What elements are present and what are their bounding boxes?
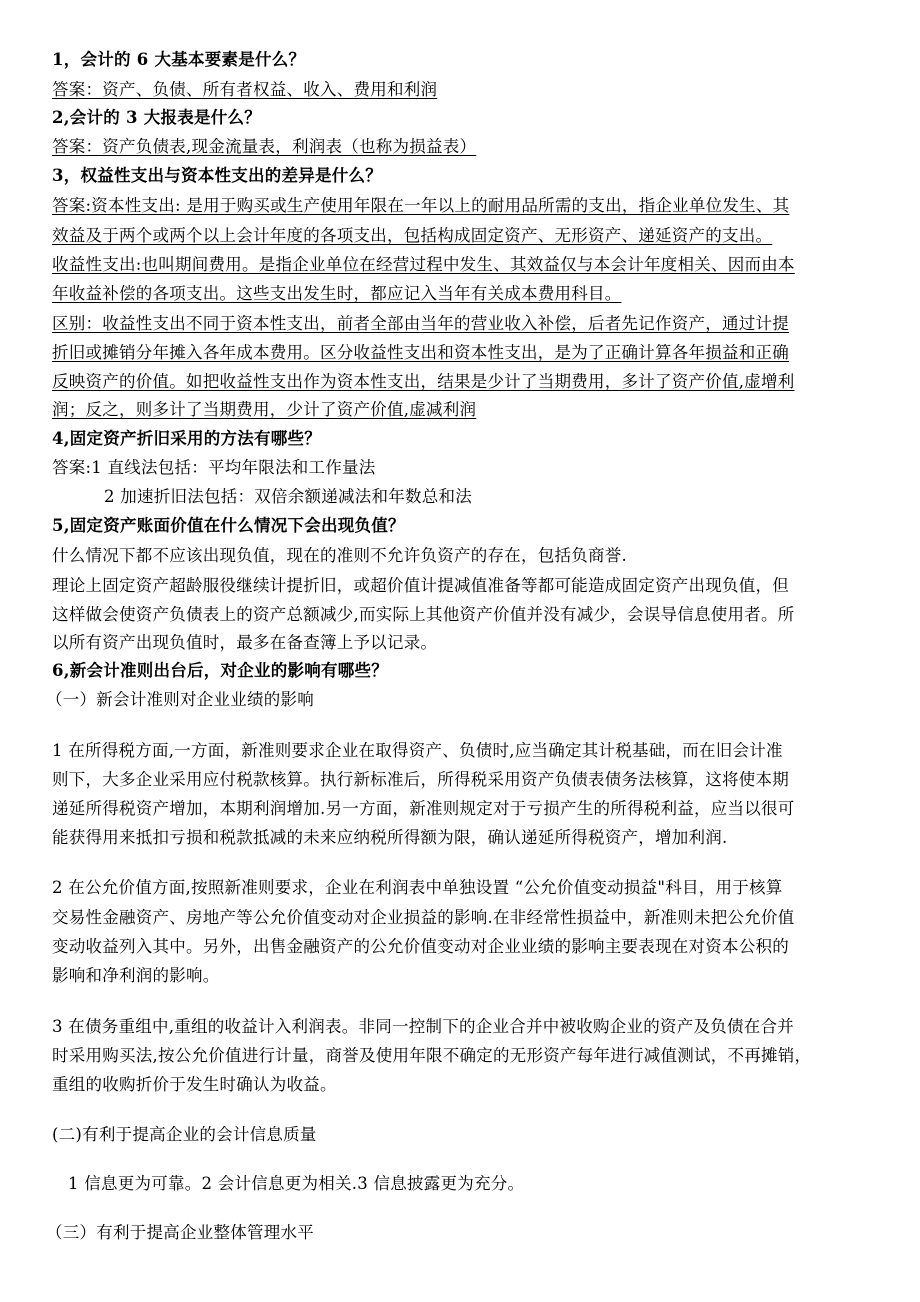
answer-2: 答案：资产负债表,现金流量表，利润表（也称为损益表） (52, 137, 477, 156)
answer-3-line-1: 答案:资本性支出: 是用于购买或生产使用年限在一年以上的耐用品所需的支出，指企业单位发生、其 (52, 196, 790, 215)
section-heading-2: (二)有利于提高企业的会计信息质量 (52, 1125, 317, 1144)
paragraph-2-line-1: 2 在公允价值方面,按照新准则要求，企业在利润表中单独设置 “公允价值变动损益"科目，用于核算 (52, 878, 783, 897)
answer-5-line-4: 以所有资产出现负值时，最多在备查簿上予以记录。 (52, 633, 438, 652)
answer-1: 答案：资产、负债、所有者权益、收入、费用和利润 (52, 80, 438, 99)
answer-4-line-1: 答案:1 直线法包括：平均年限法和工作量法 (52, 458, 376, 477)
answer-3-line-6: 折旧或摊销分年摊入各年成本费用。区分收益性支出和资本性支出，是为了正确计算各年损益和正确 (52, 343, 789, 362)
paragraph-1-line-1: 1 在所得税方面,一方面，新准则要求企业在取得资产、负债时,应当确定其计税基础，而在旧会计准 (52, 741, 783, 760)
answer-5-line-1: 什么情况下都不应该出现负值，现在的准则不允许负资产的存在，包括负商誉. (52, 546, 627, 565)
answer-3-line-3: 收益性支出:也叫期间费用。是指企业单位在经营过程中发生、其效益仅与本会计年度相关、因而由本 (52, 255, 795, 274)
answer-3-line-2: 效益及于两个或两个以上会计年度的各项支出，包括构成固定资产、无形资产、递延资产的支出。 (52, 226, 773, 245)
answer-3-line-7: 反映资产的价值。如把收益性支出作为资本性支出，结果是少计了当期费用，多计了资产价值,虚增利 (52, 372, 795, 391)
answer-5-line-3: 这样做会使资产负债表上的资产总额减少,而实际上其他资产价值并没有减少，会误导信息使用者。所 (52, 605, 795, 624)
paragraph-2-line-3: 变动收益列入其中。另外，出售金融资产的公允价值变动对企业业绩的影响主要表现在对资本公积的 (52, 937, 789, 956)
paragraph-1-line-3: 递延所得税资产增加，本期利润增加.另一方面，新准则规定对于亏损产生的所得税利益，应当以很可 (52, 799, 795, 818)
paragraph-3-line-3: 重组的收购折价于发生时确认为收益。 (52, 1075, 337, 1094)
question-5: 5,固定资产账面价值在什么情况下会出现负值？ (52, 516, 405, 535)
paragraph-2-line-4: 影响和净利润的影响。 (52, 966, 220, 985)
question-2: 2,会计的 3 大报表是什么？ (52, 108, 261, 127)
section-heading-1: （一）新会计准则对企业业绩的影响 (46, 690, 314, 709)
question-1: 1，会计的 6 大基本要素是什么？ (52, 50, 306, 69)
paragraph-3-line-2: 时采用购买法,按公允价值进行计量，商誉及使用年限不确定的无形资产每年进行减值测试，不再摊销， (52, 1046, 812, 1065)
answer-3-line-4: 年收益补偿的各项支出。这些支出发生时，都应记入当年有关成本费用科目。 (52, 284, 622, 303)
section-2-items: 1 信息更为可靠。2 会计信息更为相关.3 信息披露更为充分。 (68, 1174, 525, 1193)
answer-3-line-5: 区别：收益性支出不同于资本性支出，前者全部由当年的营业收入补偿，后者先记作资产，通过计提 (52, 314, 789, 333)
question-6: 6,新会计准则出台后，对企业的影响有哪些？ (52, 661, 388, 680)
section-heading-3: （三）有利于提高企业整体管理水平 (46, 1223, 314, 1242)
question-4: 4,固定资产折旧采用的方法有哪些？ (52, 429, 321, 448)
paragraph-1-line-2: 则下，大多企业采用应付税款核算。执行新标准后，所得税采用资产负债表债务法核算，这将使本期 (52, 770, 789, 789)
paragraph-3-line-1: 3 在债务重组中,重组的收益计入利润表。非同一控制下的企业合并中被收购企业的资产及负债在合并 (52, 1017, 794, 1036)
answer-5-line-2: 理论上固定资产超龄服役继续计提折旧，或超价值计提减值准备等都可能造成固定资产出现负值，但 (52, 576, 789, 595)
answer-3-line-8: 润；反之，则多计了当期费用，少计了资产价值,虚减利润 (52, 400, 477, 419)
paragraph-2-line-2: 交易性金融资产、房地产等公允价值变动对企业损益的影响.在非经常性损益中，新准则未把公允价值 (52, 908, 795, 927)
question-3: 3，权益性支出与资本性支出的差异是什么？ (52, 166, 382, 185)
answer-4-line-2: 2 加速折旧法包括：双倍余额递减法和年数总和法 (104, 487, 472, 506)
paragraph-1-line-4: 能获得用来抵扣亏损和税款抵减的未来应纳税所得额为限，确认递延所得税资产，增加利润. (52, 828, 728, 847)
